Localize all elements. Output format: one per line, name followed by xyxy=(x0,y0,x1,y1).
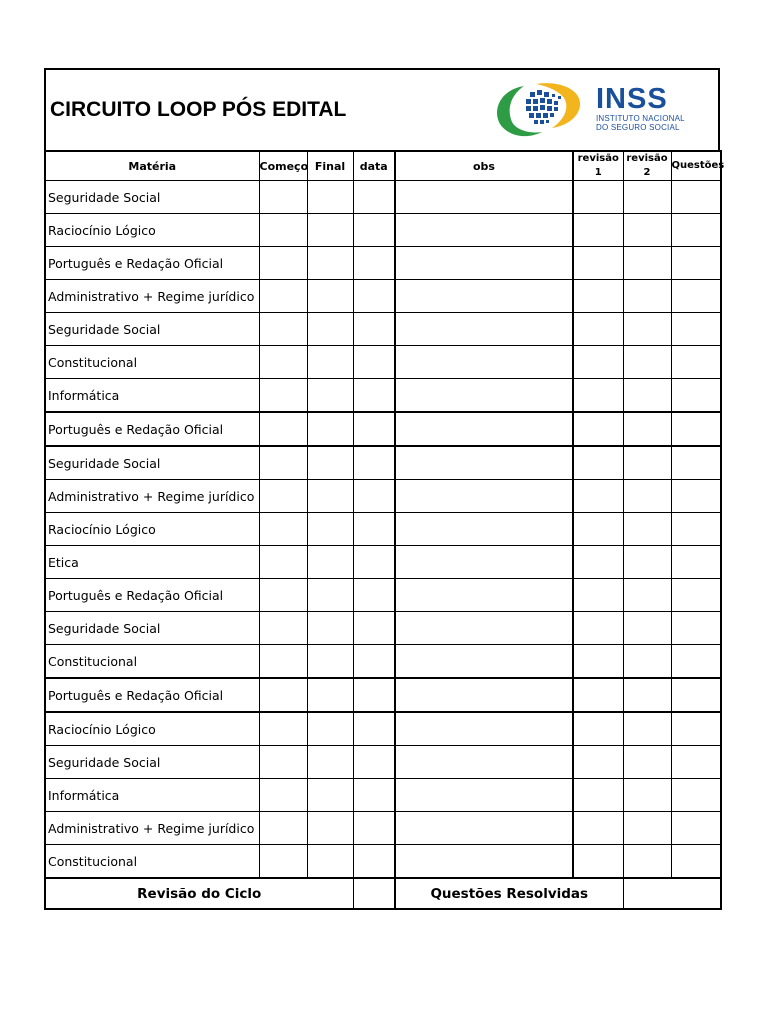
revisao-1-cell[interactable] xyxy=(573,480,623,513)
revisao-1-cell[interactable] xyxy=(573,812,623,845)
final-cell[interactable] xyxy=(307,181,353,214)
obs-cell[interactable] xyxy=(395,412,573,446)
final-cell[interactable] xyxy=(307,546,353,579)
obs-cell[interactable] xyxy=(395,181,573,214)
comeco-cell[interactable] xyxy=(259,446,307,480)
subject-cell: Administrativo + Regime jurídico xyxy=(45,480,259,513)
table-row xyxy=(45,645,721,679)
data-cell[interactable] xyxy=(353,712,395,746)
data-cell[interactable] xyxy=(353,346,395,379)
table-row xyxy=(45,181,721,214)
revisao-1-cell[interactable] xyxy=(573,247,623,280)
revisao-1-cell[interactable] xyxy=(573,678,623,712)
revisao-1-cell[interactable] xyxy=(573,446,623,480)
table-row xyxy=(45,579,721,612)
table-row xyxy=(45,446,721,480)
table-row xyxy=(45,546,721,579)
obs-cell[interactable] xyxy=(395,812,573,845)
comeco-cell[interactable] xyxy=(259,214,307,247)
comeco-cell[interactable] xyxy=(259,779,307,812)
subject-cell: Informática xyxy=(45,379,259,413)
page-title: CIRCUITO LOOP PÓS EDITAL xyxy=(50,98,347,121)
final-cell[interactable] xyxy=(307,214,353,247)
col-revisao-2-line2: 2 xyxy=(643,167,651,178)
final-cell[interactable] xyxy=(307,845,353,879)
subject-cell: Raciocínio Lógico xyxy=(45,712,259,746)
questoes-cell[interactable] xyxy=(671,313,721,346)
comeco-cell[interactable] xyxy=(259,746,307,779)
final-cell[interactable] xyxy=(307,678,353,712)
revisao-2-cell[interactable] xyxy=(623,579,671,612)
table-row xyxy=(45,280,721,313)
revisao-2-cell[interactable] xyxy=(623,480,671,513)
revisao-1-cell[interactable] xyxy=(573,313,623,346)
data-cell[interactable] xyxy=(353,379,395,413)
inss-brand xyxy=(596,84,685,132)
questoes-cell[interactable] xyxy=(671,446,721,480)
table-row xyxy=(45,346,721,379)
final-cell[interactable] xyxy=(307,513,353,546)
questoes-cell[interactable] xyxy=(671,181,721,214)
col-final: Final xyxy=(307,151,353,181)
obs-cell[interactable] xyxy=(395,712,573,746)
revisao-1-cell[interactable] xyxy=(573,779,623,812)
subject-cell: Administrativo + Regime jurídico xyxy=(45,280,259,313)
questoes-cell[interactable] xyxy=(671,746,721,779)
questoes-cell[interactable] xyxy=(671,678,721,712)
subject-cell: Administrativo + Regime jurídico xyxy=(45,812,259,845)
subject-cell: Constitucional xyxy=(45,845,259,879)
comeco-cell[interactable] xyxy=(259,480,307,513)
revisao-1-cell[interactable] xyxy=(573,746,623,779)
obs-cell[interactable] xyxy=(395,746,573,779)
revisao-2-cell[interactable] xyxy=(623,280,671,313)
questoes-resolvidas-label: Questões Resolvidas xyxy=(395,878,623,909)
revisao-1-cell[interactable] xyxy=(573,513,623,546)
revisao-2-cell[interactable] xyxy=(623,513,671,546)
revisao-2-cell[interactable] xyxy=(623,812,671,845)
obs-cell[interactable] xyxy=(395,247,573,280)
obs-cell[interactable] xyxy=(395,845,573,879)
questoes-cell[interactable] xyxy=(671,379,721,413)
comeco-cell[interactable] xyxy=(259,845,307,879)
data-cell[interactable] xyxy=(353,845,395,879)
data-cell[interactable] xyxy=(353,746,395,779)
study-table xyxy=(44,150,725,910)
data-cell[interactable] xyxy=(353,446,395,480)
obs-cell[interactable] xyxy=(395,678,573,712)
final-cell[interactable] xyxy=(307,812,353,845)
obs-cell[interactable] xyxy=(395,346,573,379)
final-cell[interactable] xyxy=(307,446,353,480)
obs-cell[interactable] xyxy=(395,645,573,679)
revisao-1-cell[interactable] xyxy=(573,379,623,413)
final-cell[interactable] xyxy=(307,313,353,346)
revisao-1-cell[interactable] xyxy=(573,579,623,612)
comeco-cell[interactable] xyxy=(259,712,307,746)
col-revisao-1 xyxy=(573,151,623,181)
obs-cell[interactable] xyxy=(395,612,573,645)
data-cell[interactable] xyxy=(353,280,395,313)
questoes-cell[interactable] xyxy=(671,812,721,845)
final-cell[interactable] xyxy=(307,280,353,313)
obs-cell[interactable] xyxy=(395,446,573,480)
table-row xyxy=(45,247,721,280)
questoes-cell[interactable] xyxy=(671,712,721,746)
revisao-2-cell[interactable] xyxy=(623,313,671,346)
col-revisao-1-line2: 1 xyxy=(594,167,602,178)
final-cell[interactable] xyxy=(307,247,353,280)
col-materia: Matéria xyxy=(45,151,259,181)
subject-cell: Informática xyxy=(45,779,259,812)
obs-cell[interactable] xyxy=(395,214,573,247)
subject-cell: Seguridade Social xyxy=(45,181,259,214)
comeco-cell[interactable] xyxy=(259,546,307,579)
col-questoes: Questões xyxy=(671,151,721,181)
inss-wordmark: INSS xyxy=(596,83,668,115)
revisao-2-cell[interactable] xyxy=(623,412,671,446)
data-cell[interactable] xyxy=(353,247,395,280)
data-cell[interactable] xyxy=(353,645,395,679)
data-cell[interactable] xyxy=(353,412,395,446)
data-cell[interactable] xyxy=(353,181,395,214)
data-cell[interactable] xyxy=(353,779,395,812)
questoes-cell[interactable] xyxy=(671,280,721,313)
subject-cell: Português e Redação Oficial xyxy=(45,579,259,612)
revisao-2-cell[interactable] xyxy=(623,612,671,645)
revisao-1-cell[interactable] xyxy=(573,214,623,247)
comeco-cell[interactable] xyxy=(259,313,307,346)
subject-cell: Raciocínio Lógico xyxy=(45,214,259,247)
subject-cell: Português e Redação Oficial xyxy=(45,412,259,446)
revisao-2-cell[interactable] xyxy=(623,746,671,779)
revisao-1-cell[interactable] xyxy=(573,712,623,746)
subject-cell: Seguridade Social xyxy=(45,313,259,346)
data-cell[interactable] xyxy=(353,513,395,546)
final-cell[interactable] xyxy=(307,412,353,446)
table-row xyxy=(45,480,721,513)
questoes-cell[interactable] xyxy=(671,779,721,812)
data-cell[interactable] xyxy=(353,546,395,579)
table-row xyxy=(45,412,721,446)
final-cell[interactable] xyxy=(307,779,353,812)
revisao-2-cell[interactable] xyxy=(623,546,671,579)
col-comeco: Começo xyxy=(259,151,307,181)
subject-cell: Constitucional xyxy=(45,346,259,379)
table-row xyxy=(45,214,721,247)
revisao-2-cell[interactable] xyxy=(623,446,671,480)
revisao-1-cell[interactable] xyxy=(573,412,623,446)
final-cell[interactable] xyxy=(307,480,353,513)
comeco-cell[interactable] xyxy=(259,579,307,612)
revisao-1-cell[interactable] xyxy=(573,181,623,214)
questoes-cell[interactable] xyxy=(671,412,721,446)
col-revisao-2-line1: revisão xyxy=(626,153,668,164)
comeco-cell[interactable] xyxy=(259,346,307,379)
questoes-cell[interactable] xyxy=(671,247,721,280)
subject-cell: Constitucional xyxy=(45,645,259,679)
revisao-1-cell[interactable] xyxy=(573,546,623,579)
study-sheet xyxy=(44,68,725,910)
data-cell[interactable] xyxy=(353,214,395,247)
revisao-ciclo-cell[interactable] xyxy=(353,878,395,909)
questoes-cell[interactable] xyxy=(671,480,721,513)
table-row xyxy=(45,779,721,812)
obs-cell[interactable] xyxy=(395,579,573,612)
final-cell[interactable] xyxy=(307,746,353,779)
table-row xyxy=(45,812,721,845)
table-row xyxy=(45,313,721,346)
questoes-cell[interactable] xyxy=(671,612,721,645)
inss-subtitle-2: DO SEGURO SOCIAL xyxy=(596,123,680,132)
inss-subtitle-1: INSTITUTO NACIONAL xyxy=(596,114,685,123)
data-cell[interactable] xyxy=(353,313,395,346)
revisao-2-cell[interactable] xyxy=(623,712,671,746)
final-cell[interactable] xyxy=(307,612,353,645)
table-row xyxy=(45,845,721,879)
obs-cell[interactable] xyxy=(395,379,573,413)
inss-logo-icon xyxy=(490,80,586,140)
data-cell[interactable] xyxy=(353,678,395,712)
col-revisao-2 xyxy=(623,151,671,181)
final-cell[interactable] xyxy=(307,379,353,413)
obs-cell[interactable] xyxy=(395,480,573,513)
comeco-cell[interactable] xyxy=(259,412,307,446)
subject-cell: Português e Redação Oficial xyxy=(45,678,259,712)
revisao-2-cell[interactable] xyxy=(623,779,671,812)
comeco-cell[interactable] xyxy=(259,280,307,313)
subject-cell: Raciocínio Lógico xyxy=(45,513,259,546)
final-cell[interactable] xyxy=(307,645,353,679)
comeco-cell[interactable] xyxy=(259,181,307,214)
questoes-cell[interactable] xyxy=(671,214,721,247)
questoes-cell[interactable] xyxy=(671,579,721,612)
subject-cell: Seguridade Social xyxy=(45,612,259,645)
obs-cell[interactable] xyxy=(395,513,573,546)
revisao-2-cell[interactable] xyxy=(623,346,671,379)
comeco-cell[interactable] xyxy=(259,812,307,845)
table-row xyxy=(45,678,721,712)
revisao-1-cell[interactable] xyxy=(573,346,623,379)
revisao-2-cell[interactable] xyxy=(623,181,671,214)
revisao-1-cell[interactable] xyxy=(573,845,623,879)
questoes-resolvidas-cell[interactable] xyxy=(623,878,721,909)
footer-row xyxy=(45,878,721,909)
col-data: data xyxy=(353,151,395,181)
data-cell[interactable] xyxy=(353,579,395,612)
table-row xyxy=(45,712,721,746)
obs-cell[interactable] xyxy=(395,779,573,812)
col-revisao-1-line1: revisão xyxy=(577,153,619,164)
revisao-1-cell[interactable] xyxy=(573,280,623,313)
data-cell[interactable] xyxy=(353,612,395,645)
questoes-cell[interactable] xyxy=(671,546,721,579)
comeco-cell[interactable] xyxy=(259,247,307,280)
sheet-header xyxy=(44,68,720,150)
obs-cell[interactable] xyxy=(395,313,573,346)
revisao-2-cell[interactable] xyxy=(623,845,671,879)
table-header-row xyxy=(45,151,721,181)
revisao-2-cell[interactable] xyxy=(623,645,671,679)
questoes-cell[interactable] xyxy=(671,645,721,679)
comeco-cell[interactable] xyxy=(259,612,307,645)
questoes-cell[interactable] xyxy=(671,513,721,546)
final-cell[interactable] xyxy=(307,579,353,612)
revisao-1-cell[interactable] xyxy=(573,612,623,645)
obs-cell[interactable] xyxy=(395,546,573,579)
revisao-2-cell[interactable] xyxy=(623,247,671,280)
table-row xyxy=(45,513,721,546)
table-row xyxy=(45,612,721,645)
subject-cell: Etica xyxy=(45,546,259,579)
table-row xyxy=(45,746,721,779)
comeco-cell[interactable] xyxy=(259,645,307,679)
subject-cell: Português e Redação Oficial xyxy=(45,247,259,280)
col-obs: obs xyxy=(395,151,573,181)
data-cell[interactable] xyxy=(353,480,395,513)
revisao-1-cell[interactable] xyxy=(573,645,623,679)
table-row xyxy=(45,379,721,413)
revisao-2-cell[interactable] xyxy=(623,678,671,712)
comeco-cell[interactable] xyxy=(259,513,307,546)
questoes-cell[interactable] xyxy=(671,346,721,379)
subject-cell: Seguridade Social xyxy=(45,446,259,480)
comeco-cell[interactable] xyxy=(259,379,307,413)
final-cell[interactable] xyxy=(307,712,353,746)
questoes-cell[interactable] xyxy=(671,845,721,879)
final-cell[interactable] xyxy=(307,346,353,379)
revisao-ciclo-label: Revisão do Ciclo xyxy=(45,878,353,909)
revisao-2-cell[interactable] xyxy=(623,214,671,247)
data-cell[interactable] xyxy=(353,812,395,845)
obs-cell[interactable] xyxy=(395,280,573,313)
subject-cell: Seguridade Social xyxy=(45,746,259,779)
revisao-2-cell[interactable] xyxy=(623,379,671,413)
comeco-cell[interactable] xyxy=(259,678,307,712)
